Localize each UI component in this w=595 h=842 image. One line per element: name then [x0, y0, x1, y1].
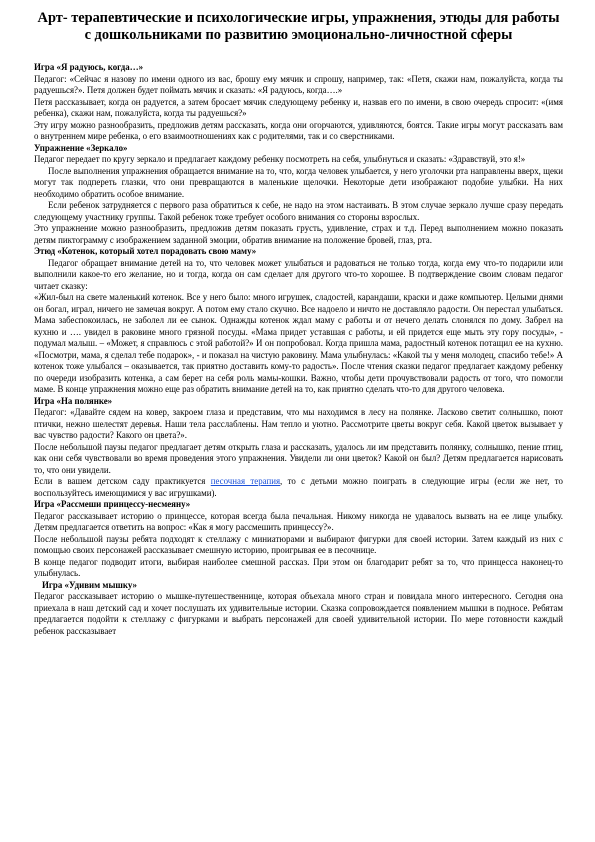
section-udivim-myshku	[34, 580, 563, 638]
paragraph: Педагог передает по кругу зеркало и предлагает каждому ребенку посмотреть на себя, улыбнуться и сказать: «Здравствуй, это я!»	[34, 154, 526, 164]
section-heading: Этюд «Котенок, который хотел порадовать свою маму»	[34, 246, 257, 256]
section-heading: Упражнение «Зеркало»	[34, 142, 128, 153]
sand-therapy-link[interactable]: песочная терапия	[210, 476, 281, 486]
section-heading: Игра «Я радуюсь, когда…»	[34, 62, 144, 72]
paragraph: Педагог: «Давайте сядем на ковер, закроем глаза и представим, что мы находимся в лесу на полянке. Ласково светит солнышко, поют птички, нежно шелестят деревья. Наши тела расслаблены. Нам тепло и уютно. Рассмотрите цветы вокруг себя. Какой цветок вызывает у вас чувство радости? Какого он цвета?».	[34, 407, 563, 440]
document-title: Арт- терапевтические и психологические игры, упражнения, этюды для работы с дошкольниками по развитию эмоционально-личностной сферы	[37, 10, 560, 43]
paragraph: Педагог рассказывает историю о мышке-путешественнице, которая объехала много стран и повидала много интересного. Сегодня она приехала в наш детский сад и хочет послушать их удивительные истории. Сказка сопровождается появлением мышки в подносе. Ребятам предлагается подойти к стеллажу с фигурками и выбрать персонажей для своей удивительной истории. По мере готовности каждый ребенок рассказывает	[34, 591, 563, 636]
section-nesmeyana	[34, 499, 563, 580]
paragraph: Педагог обращает внимание детей на то, что человек может улыбаться и радоваться не только тогда, когда ему что-то подарили или выполнили какое-то его желание, но и тогда, когда он сам сделает для другого что-то хорошее. В подтверждение своим словам педагог читает сказку:	[34, 257, 563, 291]
paragraph: Педагог рассказывает историю о принцессе, которая всегда была печальная. Никому никогда не удавалось вызвать на ее лице улыбку. Детям предлагается ответить на вопрос: «Как я могу рассмешить принцессу?».	[34, 510, 563, 532]
paragraph: Это упражнение можно разнообразить, предложив детям показать грусть, удивление, страх и т.д. Перед выполнением можно показать детям пиктограмму с изображением заданной эмоции, обратив внимание на положение бровей, глаз, рта.	[34, 223, 563, 245]
paragraph: Если ребенок затрудняется с первого раза обратиться к себе, не надо на этом настаивать. В этом случае зеркало лучше сразу передать следующему участнику группы. Такой ребенок тоже требует особого внимания со стороны взрослых.	[34, 200, 563, 222]
paragraph: После небольшой паузы ребята подходят к стеллажу с миниатюрами и выбирают фигурки для своей истории. Затем каждый из них с помощью своих персонажей рассказывает смешную историю, проигрывая ее в песочнице.	[34, 533, 563, 555]
section-zerkalo	[34, 143, 563, 247]
section-na-polyanke	[34, 396, 563, 500]
section-heading: Игра «Удивим мышку»	[42, 579, 137, 590]
section-heading: Игра «На полянке»	[34, 395, 113, 406]
section-kotenok	[34, 246, 563, 396]
fairy-tale-paragraph: «Жил-был на свете маленький котенок. Все у него было: много игрушек, сладостей, карандаши, краски и даже компьютер. Целыми днями он богал, играл, ничего не замечая вокруг. А потом ему стало скучно. Все надоело и ничто не доставляло радости. Он перестал улыбаться. Мама забеспокоилась, не заболел ли ее сынок. Однажды котенок ждал маму с работы и от нечего делать слонялся по дому. Забрел на кухню и …. увидел в раковине много грязной посуды. «Мама придет уставшая с работы, и ей придется еще мыть эту гору посуды», - подумал малыш. – «Может, я справлюсь с этой работой?» И он попробовал. Когда пришла мама, радостный котенок потащил ее на кухню. «Посмотри, мама, я сделал тебе подарок», - и показал на чистую раковину. Мама улыбнулась: «Какой ты у меня молодец, спасибо тебе!» А котенок тоже улыбался – оказывается, так приятно доставить кому-то радость». После чтения сказки педагог предлагает каждому ребенку по очереди изобразить котенка, а сам берет на себя роль мамы-кошки. Важно, чтобы дети прочувствовали радость от того, что помогли маме. В конце упражнения можно еще раз обратить внимание детей на то, как приятно сделать что-то для другого человека.	[34, 292, 563, 394]
paragraph: В конце педагог подводит итоги, выбирая наиболее смешной рассказ. При этом он благодарит ребят за то, что принцесса наконец-то улыбнулась.	[34, 556, 563, 578]
paragraph: После выполнения упражнения обращается внимание на то, что, когда человек улыбается, у него уголочки рта направлены вверх, щеки могут так подпереть глазки, что они превращаются в маленькие щелочки. Некоторые дети изображают подобие улыбки. На них необходимо обратить особое внимание.	[34, 165, 563, 199]
paragraph: После небольшой паузы педагог предлагает детям открыть глаза и рассказать, удалось ли им представить полянку, солнышко, пение птиц, как они себя чувствовали во время проведения этого упражнения. Увидели ли они цветок? Какой он был? Детям предлагается нарисовать то, что они увидели.	[34, 441, 563, 475]
paragraph: Педагог: «Сейчас я назову по имени одного из вас, брошу ему мячик и спрошу, например, так: «Петя, скажи нам, пожалуйста, когда ты радуешься?». Петя должен будет поймать мячик и сказать: «Я радуюсь, когда….»	[34, 73, 563, 95]
paragraph: Эту игру можно разнообразить, предложив детям рассказать, когда они огорчаются, удивляются, боятся. Такие игры могут рассказать вам о внутреннем мире ребенка, о его взаимоотношениях как с родителями, так и со сверстниками.	[34, 119, 563, 141]
section-heading: Игра «Рассмеши принцессу-несмеяну»	[34, 499, 191, 509]
paragraph: Петя рассказывает, когда он радуется, а затем бросает мячик следующему ребенку и, назвав его по имени, в свою очередь спросит: «(имя ребенка), скажи нам, пожалуйста, когда ты радуешься?»	[34, 96, 563, 118]
section-ya-raduyus	[34, 62, 563, 143]
paragraph-with-link: Если в вашем детском саду практикуется песочная терапия, то с детьми можно поиграть в следующие игры (если же нет, то воспользуйтесь имеющимися у вас игрушками).	[34, 476, 563, 498]
